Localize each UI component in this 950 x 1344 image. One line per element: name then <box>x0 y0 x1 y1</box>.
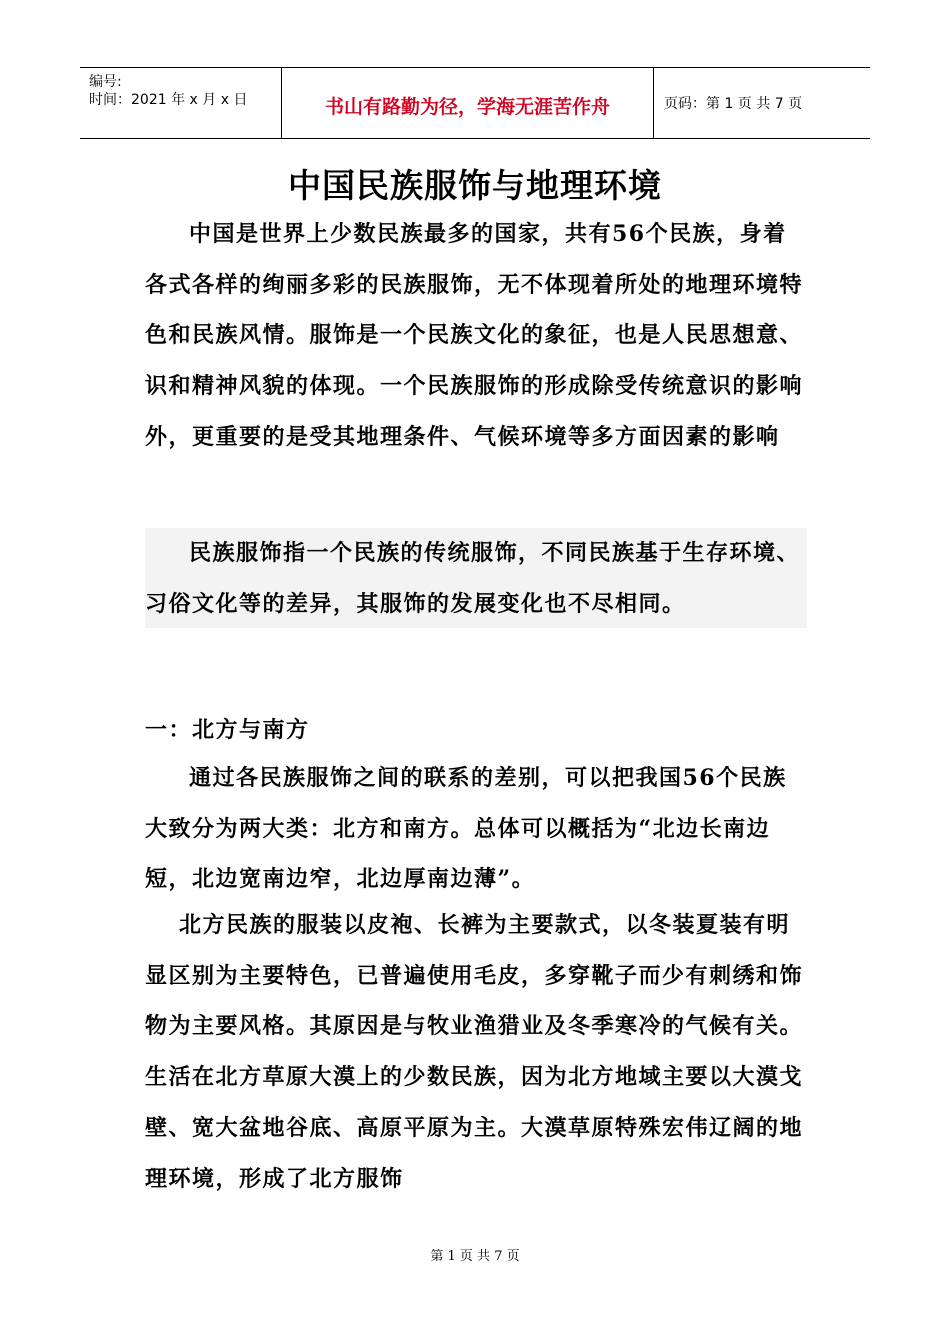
time-label: 时间：2021 年 x 月 x 日 <box>89 92 248 108</box>
header-meta-cell <box>80 68 282 138</box>
section-paragraph-1: 通过各民族服饰之间的联系的差别，可以把我国56个民族大致分为两大类：北方和南方。总体可以概括为“北边长南边短，北边宽南边窄，北边厚南边薄”。 <box>145 765 787 893</box>
document-header <box>80 67 870 139</box>
document-title: 中国民族服饰与地理环境 <box>288 166 662 205</box>
number-label: 编号: <box>89 74 122 90</box>
header-motto: 书山有路勤为径，学海无涯苦作舟 <box>282 68 654 138</box>
section-heading: 一：北方与南方 <box>145 717 310 743</box>
section-paragraph-2: 北方民族的服装以皮袍、长裤为主要款式，以冬装夏装有明显区别为主要特色，已普遍使用毛皮，多穿靴子而少有刺绣和饰物为主要风格。其原因是与牧业渔猎业及冬季寒冷的气候有关。生活在北方草原大漠上的少数民族，因为北方地域主要以大漠戈壁、宽大盆地谷底、高原平原为主。大漠草原特殊宏伟辽阔的地理环境，形成了北方服饰 <box>145 912 804 1192</box>
page-footer: 第 1 页 共 7 页 <box>430 1249 520 1264</box>
intro-paragraph: 中国是世界上少数民族最多的国家，共有56个民族，身着各式各样的绚丽多彩的民族服饰，无不体现着所处的地理环境特色和民族风情。服饰是一个民族文化的象征，也是人民思想意、识和精神风貌的体现。一个民族服饰的形成除受传统意识的影响外，更重要的是受其地理条件、气候环境等多方面因素的影响 <box>145 221 804 450</box>
header-page-info: 页码：第 1 页 共 7 页 <box>664 96 803 112</box>
highlight-paragraph: 民族服饰指一个民族的传统服饰，不同民族基于生存环境、习俗文化等的差异，其服饰的发展变化也不尽相同。 <box>145 540 801 617</box>
